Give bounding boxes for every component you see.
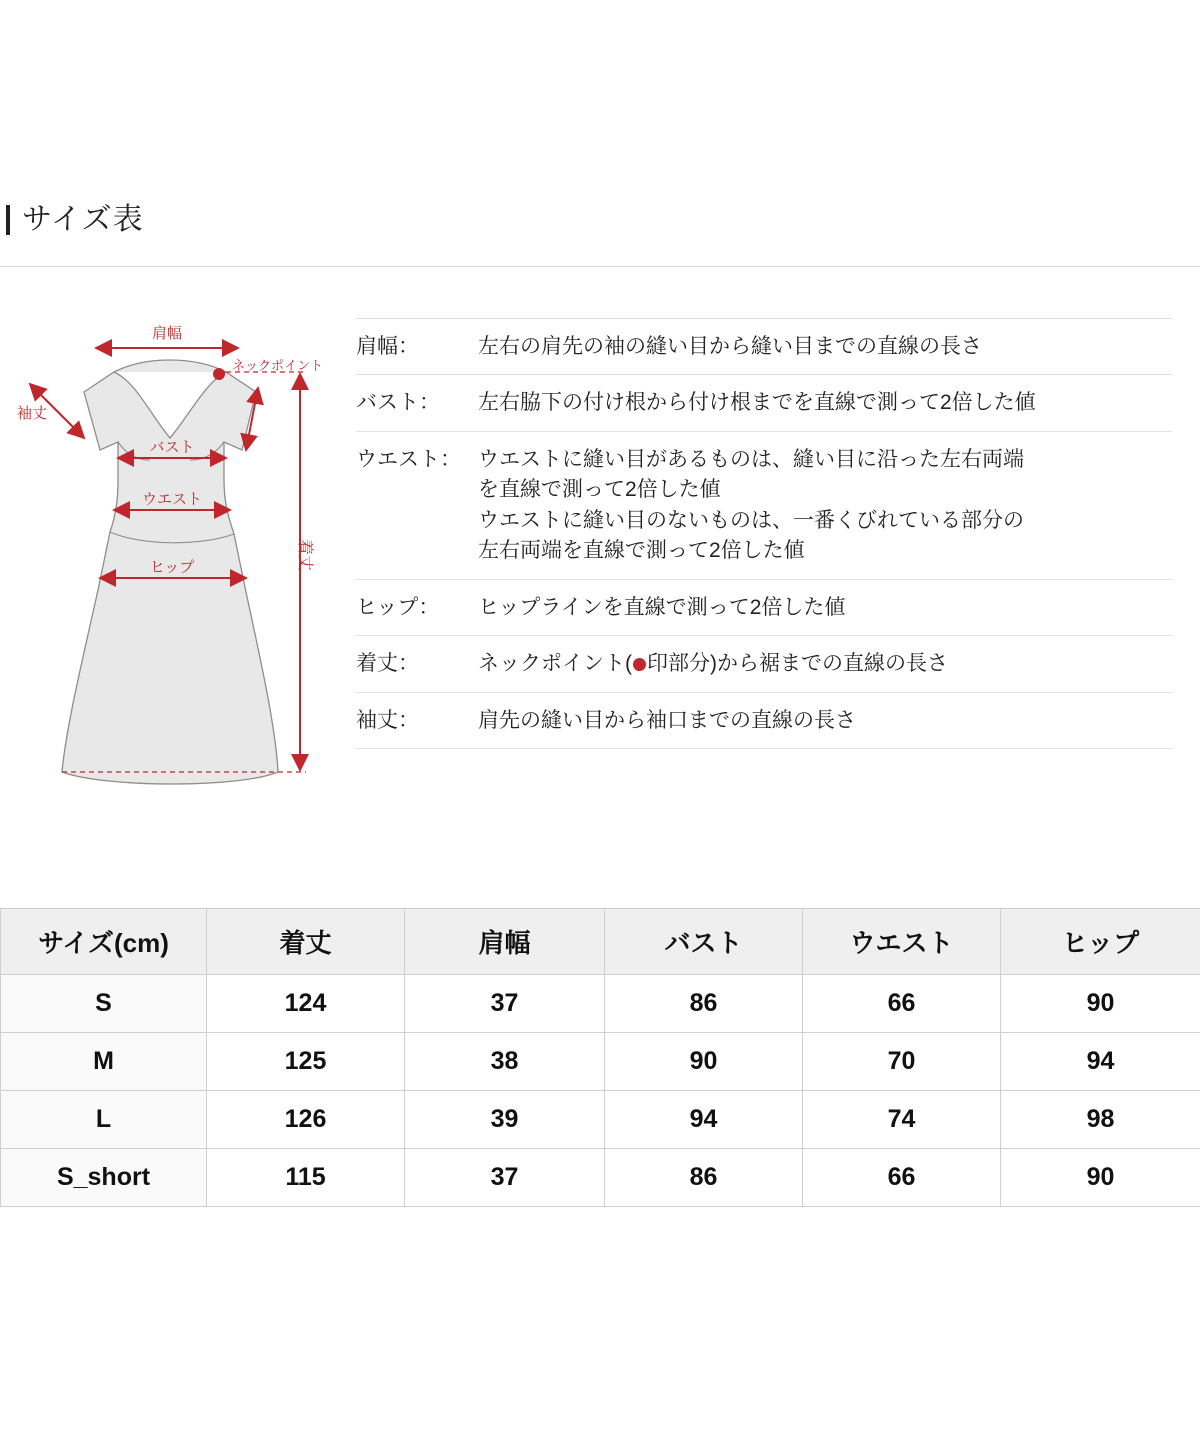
label-shoulder: 肩幅 (151, 325, 183, 342)
page-title: サイズ表 (22, 203, 144, 236)
definition-line: ウエストに縫い目があるものは、縫い目に沿った左右両端 (478, 447, 1024, 471)
definition-line-length: ネックポイント( 印部分)から裾までの直線の長さ (478, 652, 948, 676)
definition-term: ウエスト： (356, 447, 461, 471)
neck-point-dot-icon (633, 658, 646, 671)
table-header-cell: ウエスト (803, 909, 1001, 975)
definition-description (478, 388, 1036, 418)
definition-description (478, 593, 845, 623)
table-cell: 70 (803, 1033, 1001, 1091)
table-header-cell: 肩幅 (405, 909, 605, 975)
table-cell: 115 (207, 1149, 405, 1207)
measurement-definitions (356, 318, 1172, 749)
table-cell: 94 (605, 1091, 803, 1149)
definition-term: バスト： (356, 391, 440, 415)
definition-description (478, 649, 948, 679)
definition-description (478, 706, 856, 736)
table-cell: 39 (405, 1091, 605, 1149)
table-header-row (1, 909, 1200, 975)
table-cell: 86 (605, 1149, 803, 1207)
table-cell: 66 (803, 975, 1001, 1033)
definition-term: ヒップ： (356, 595, 440, 619)
definition-line: ウエストに縫い目のないものは、一番くびれている部分の (478, 508, 1024, 532)
definition-line: を直線で測って2倍した値 (478, 478, 721, 502)
table-cell: 37 (405, 1149, 605, 1207)
definition-description (478, 445, 1024, 567)
page-title-area (0, 205, 1200, 235)
label-length: 着丈 (296, 538, 313, 572)
table-cell: 90 (605, 1033, 803, 1091)
definition-line: 左右脇下の付け根から付け根までを直線で測って2倍した値 (478, 391, 1036, 415)
table-row (1, 1091, 1200, 1149)
definition-row (356, 636, 1172, 692)
table-header-cell: サイズ(cm) (1, 909, 207, 975)
definition-line: 左右の肩先の袖の縫い目から縫い目までの直線の長さ (478, 335, 982, 358)
definition-term: 着丈： (356, 652, 419, 676)
table-cell-size: S_short (1, 1149, 207, 1207)
neck-point-dot (213, 368, 225, 380)
table-header-cell: 着丈 (207, 909, 405, 975)
title-accent-bar (6, 205, 10, 235)
table-cell-size: S (1, 975, 207, 1033)
table-cell: 124 (207, 975, 405, 1033)
definition-term: 袖丈： (356, 708, 419, 732)
dress-measurement-illustration (10, 310, 340, 830)
table-header-cell: バスト (605, 909, 803, 975)
table-cell: 94 (1001, 1033, 1200, 1091)
table-cell: 37 (405, 975, 605, 1033)
definition-row (356, 580, 1172, 636)
label-hip: ヒップ (149, 559, 195, 576)
definition-line: 肩先の縫い目から袖口までの直線の長さ (478, 708, 856, 732)
table-cell: 74 (803, 1091, 1001, 1149)
definition-term: 肩幅： (356, 335, 419, 358)
title-divider (0, 266, 1200, 267)
definition-description (478, 332, 982, 362)
table-row (1, 1033, 1200, 1091)
label-waist: ウエスト (141, 491, 203, 508)
table-cell: 90 (1001, 975, 1200, 1033)
definition-line: ヒップラインを直線で測って2倍した値 (478, 595, 846, 619)
table-row (1, 975, 1200, 1033)
label-bust: バスト (149, 439, 195, 456)
definition-line: 左右両端を直線で測って2倍した値 (478, 539, 805, 563)
definition-row (356, 375, 1172, 431)
table-cell: 126 (207, 1091, 405, 1149)
table-header-cell: ヒップ (1001, 909, 1200, 975)
label-neck-point: ネックポイント (232, 358, 324, 373)
table-cell: 98 (1001, 1091, 1200, 1149)
size-table (0, 908, 1200, 1207)
table-cell-size: M (1, 1033, 207, 1091)
table-cell-size: L (1, 1091, 207, 1149)
table-cell: 90 (1001, 1149, 1200, 1207)
table-cell: 38 (405, 1033, 605, 1091)
definition-row (356, 318, 1172, 375)
table-row (1, 1149, 1200, 1207)
definition-row (356, 432, 1172, 580)
definition-row (356, 693, 1172, 749)
table-cell: 86 (605, 975, 803, 1033)
label-sleeve: 袖丈 (16, 405, 48, 422)
table-cell: 66 (803, 1149, 1001, 1207)
table-cell: 125 (207, 1033, 405, 1091)
